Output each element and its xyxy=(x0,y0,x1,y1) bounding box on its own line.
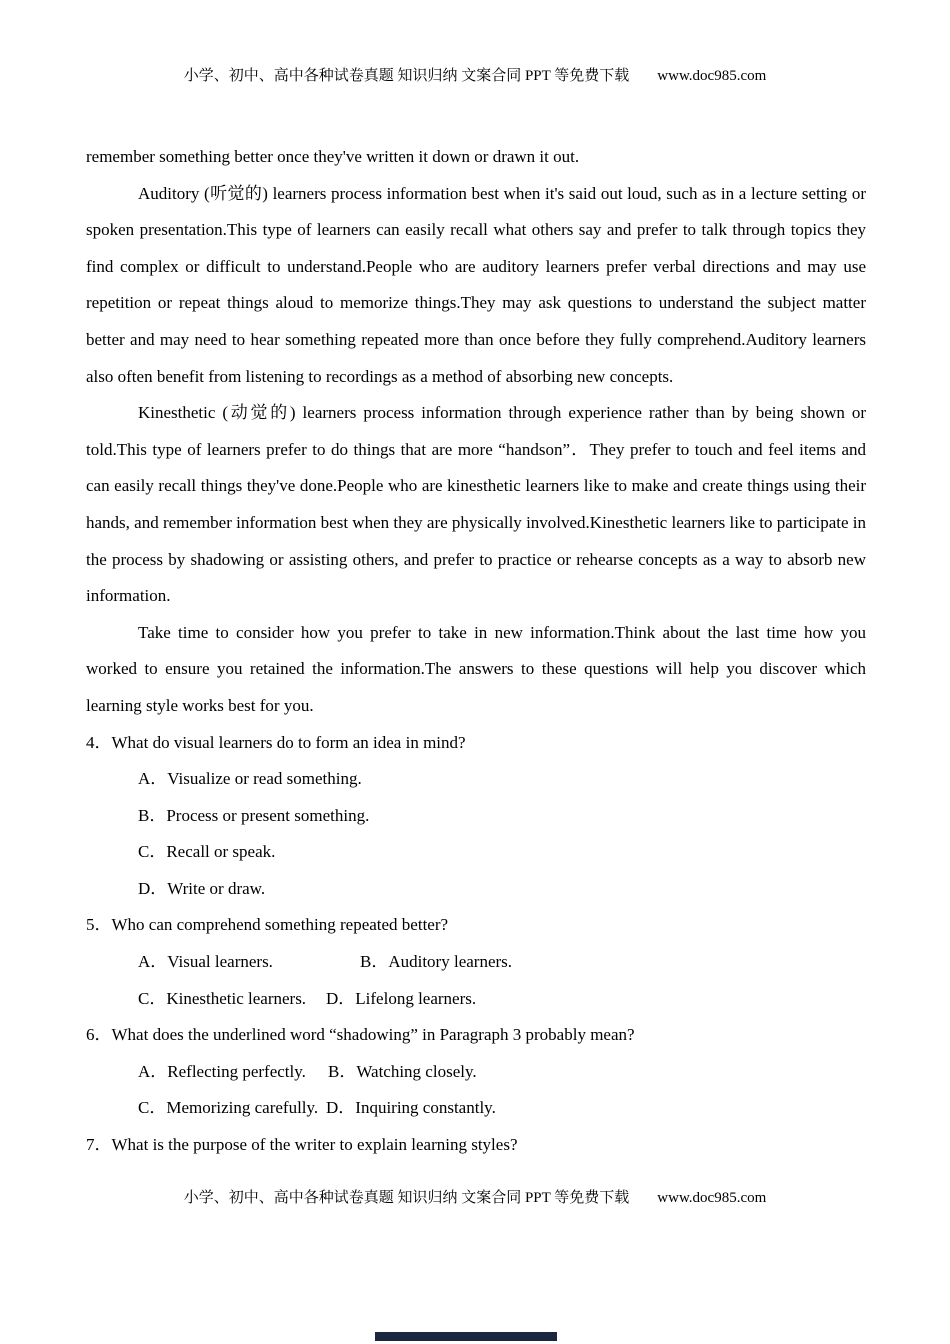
question-6-option-b: B．Watching closely. xyxy=(328,1061,477,1081)
question-6-option-c: C．Memorizing carefully. xyxy=(138,1098,319,1118)
question-6 xyxy=(86,1017,866,1127)
footer-site-url: www.doc985.com xyxy=(657,1190,767,1206)
question-6-option-a: A．Reflecting perfectly. xyxy=(138,1061,306,1081)
next-page-top-edge-bar xyxy=(375,1332,557,1341)
page-footer xyxy=(0,1188,950,1208)
document-body xyxy=(86,139,866,1164)
passage-paragraph-conclusion: Take time to consider how you prefer to take in new information.Think about the last time how you worked to ensure you retained the information.The answers to these questions will help you discover which learning style works best for you. xyxy=(86,622,866,715)
question-5-option-b: B．Auditory learners. xyxy=(360,952,513,972)
header-promo-text: 小学、初中、高中各种试卷真题 知识归纳 文案合同 PPT 等免费下载 xyxy=(183,68,630,84)
question-5-stem: 5．Who can comprehend something repeated better? xyxy=(86,915,449,935)
header-site-url: www.doc985.com xyxy=(657,68,767,84)
page-header xyxy=(0,66,950,86)
question-5-option-d: D．Lifelong learners. xyxy=(326,988,477,1008)
question-6-stem: 6．What does the underlined word “shadowing” in Paragraph 3 probably mean? xyxy=(86,1025,635,1045)
footer-promo-text: 小学、初中、高中各种试卷真题 知识归纳 文案合同 PPT 等免费下载 xyxy=(183,1190,630,1206)
passage-paragraph-auditory: Auditory (听觉的) learners process information best when it's said out loud, such as in a lecture setting or spoken presentation.This type of learners can easily recall what others say and prefer to talk through topics they find complex or difficult to understand.People who are auditory learners prefer verbal directions and may use repetition or repeat things aloud to memorize things.They may ask questions to understand the subject matter better and may need to hear something repeated more than once before they fully comprehend.Auditory learners also often benefit from listening to recordings as a method of absorbing new concepts. xyxy=(86,183,866,386)
question-6-options-row-2 xyxy=(86,1090,866,1127)
question-5-options-row-2 xyxy=(86,981,866,1018)
questions-section xyxy=(86,725,866,1164)
question-4-option-c: C．Recall or speak. xyxy=(138,842,276,862)
question-7 xyxy=(86,1127,866,1164)
question-5 xyxy=(86,907,866,1017)
question-4 xyxy=(86,725,866,908)
question-5-options-row-1 xyxy=(86,944,866,981)
question-4-stem: 4．What do visual learners do to form an idea in mind? xyxy=(86,732,466,752)
question-6-options-row-1 xyxy=(86,1054,866,1091)
question-5-option-a: A．Visual learners. xyxy=(138,952,273,972)
question-4-option-b: B．Process or present something. xyxy=(138,805,370,825)
passage-paragraph-continuation: remember something better once they've written it down or drawn it out. xyxy=(86,147,580,166)
question-4-option-d: D．Write or draw. xyxy=(138,878,266,898)
question-6-option-d: D．Inquiring constantly. xyxy=(326,1098,496,1118)
question-4-option-a: A．Visualize or read something. xyxy=(138,769,362,789)
passage-paragraph-kinesthetic: Kinesthetic (动觉的) learners process information through experience rather than by being shown or told.This type of learners prefer to do things that are more “handson”．They prefer to touch and feel items and can easily recall things they've done.People who are kinesthetic learners like to make and create things using their hands, and remember information best when they are physically involved.Kinesthetic learners like to participate in the process by shadowing or assisting others, and prefer to practice or rehearse concepts as a way to absorb new information. xyxy=(86,403,866,606)
question-5-option-c: C．Kinesthetic learners. xyxy=(138,988,307,1008)
question-7-stem: 7．What is the purpose of the writer to explain learning styles? xyxy=(86,1135,518,1155)
